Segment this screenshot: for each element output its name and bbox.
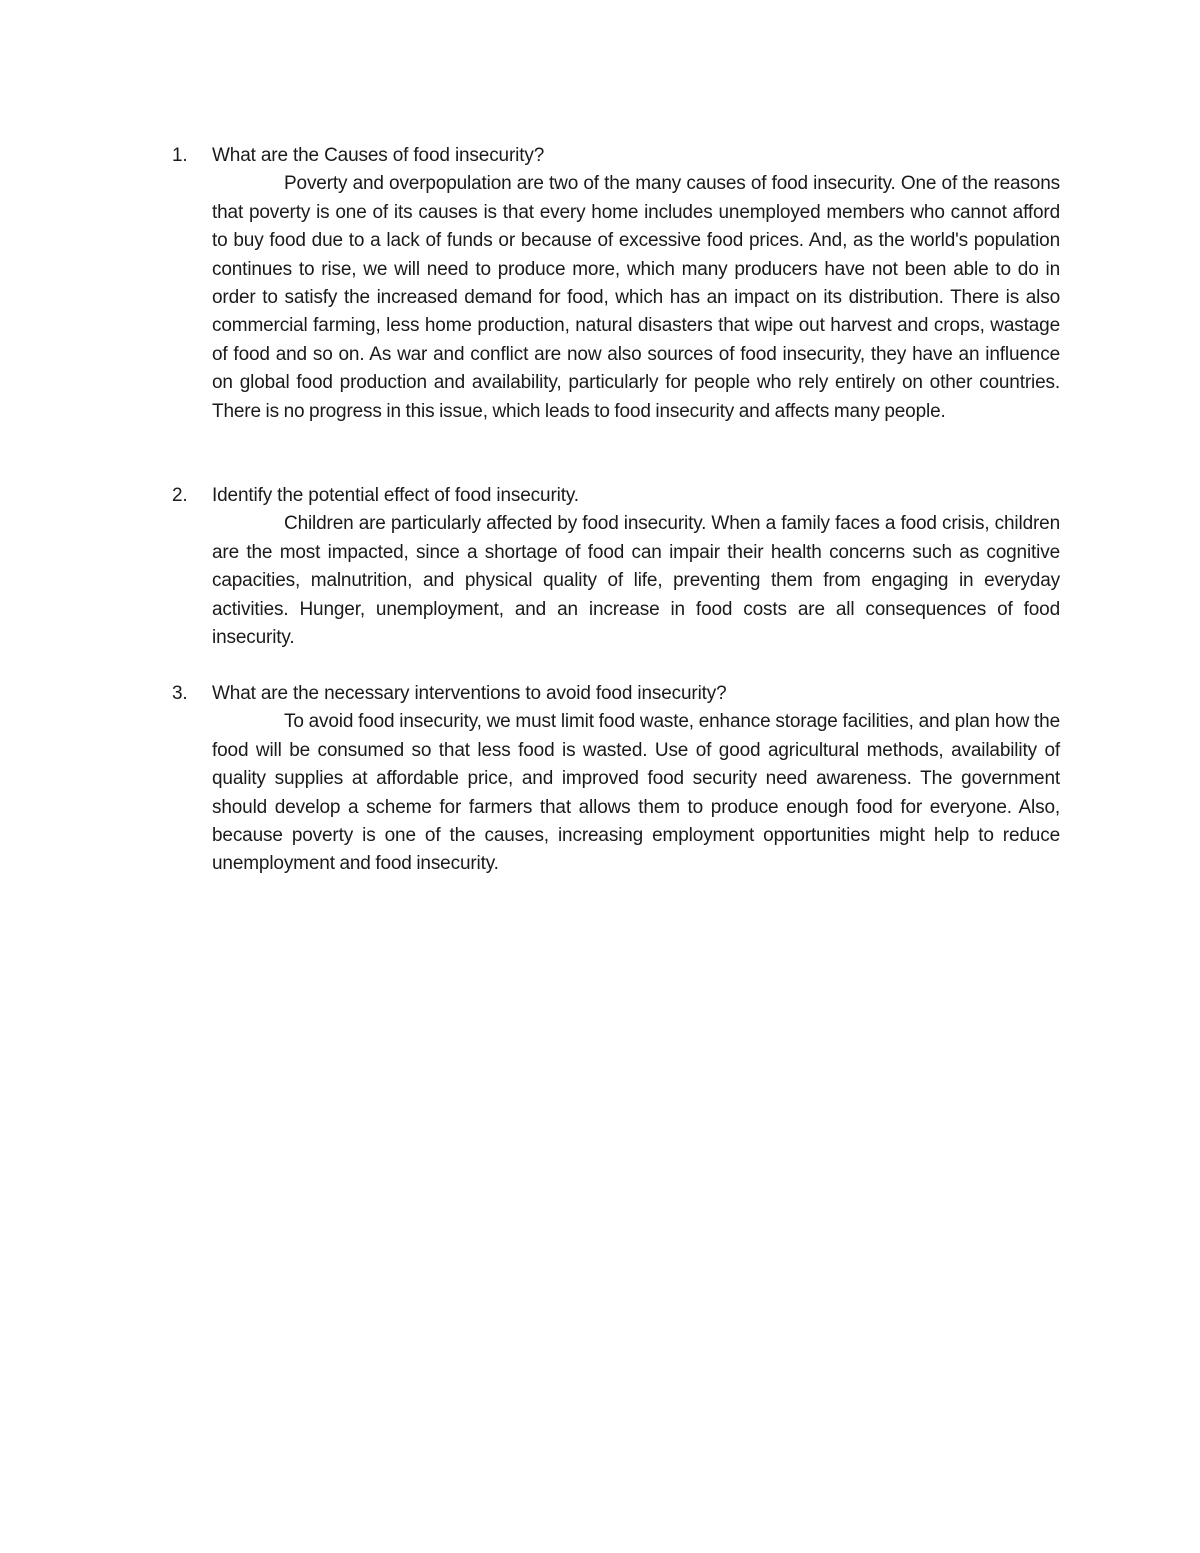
question-text: What are the Causes of food insecurity? bbox=[212, 145, 545, 166]
question-heading-3 bbox=[172, 680, 1062, 708]
question-number: 2. bbox=[172, 485, 188, 506]
question-number: 1. bbox=[172, 145, 188, 166]
question-heading-2 bbox=[172, 482, 1062, 510]
question-item-2 bbox=[172, 482, 1062, 652]
question-text: What are the necessary interventions to avoid food insecurity? bbox=[212, 683, 727, 704]
question-item-3 bbox=[172, 680, 1062, 879]
answer-paragraph: Poverty and overpopulation are two of the many causes of food insecurity. One of the reasons that poverty is one of its causes is that every home includes unemployed members who cannot afford to buy food due to a lack of funds or because of excessive food prices. And, as the world's population continues to rise, we will need to produce more, which many producers have not been able to do in order to satisfy the increased demand for food, which has an impact on its distribution. There is also commercial farming, less home production, natural disasters that wipe out harvest and crops, wastage of food and so on. As war and conflict are now also sources of food insecurity, they have an influence on global food production and availability, particularly for people who rely entirely on other countries. There is no progress in this issue, which leads to food insecurity and affects many people. bbox=[212, 173, 1060, 422]
answer-paragraph: Children are particularly affected by food insecurity. When a family faces a food crisis, children are the most impacted, since a shortage of food can impair their health concerns such as cognitive capacities, malnutrition, and physical quality of life, preventing them from engaging in everyday activities. Hunger, unemployment, and an increase in food costs are all consequences of food insecurity. bbox=[212, 513, 1060, 649]
question-heading-1 bbox=[172, 142, 1062, 170]
answer-paragraph: To avoid food insecurity, we must limit food waste, enhance storage facilities, and plan how the food will be consumed so that less food is wasted. Use of good agricultural methods, availability of quality supplies at affordable price, and improved food security need awareness. The government should develop a scheme for farmers that allows them to produce enough food for everyone. Also, because poverty is one of the causes, increasing employment opportunities might help to reduce unemployment and food insecurity. bbox=[212, 711, 1060, 875]
question-number: 3. bbox=[172, 683, 188, 704]
question-text: Identify the potential effect of food insecurity. bbox=[212, 485, 579, 506]
question-item-1 bbox=[172, 142, 1062, 426]
